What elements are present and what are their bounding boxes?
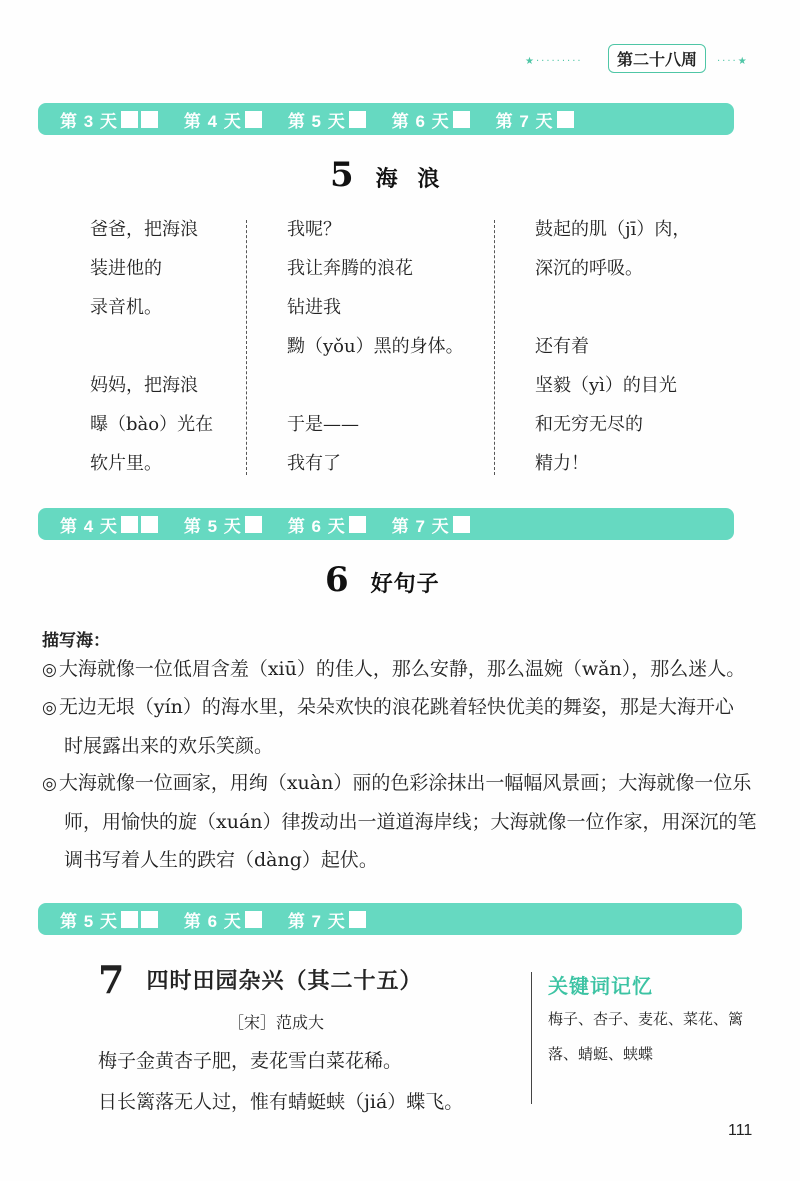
section-number: 6 — [325, 560, 349, 600]
day-label: 第 4 天 — [60, 516, 118, 536]
check-box[interactable] — [349, 111, 366, 128]
sentence-line: 无边无垠（yín）的海水里，朵朵欢快的浪花跳着轻快优美的舞姿，那是大海开心 — [58, 696, 734, 718]
poem-line: 深沉的呼吸。 — [535, 258, 643, 279]
poem-line: 曝（bào）光在 — [90, 414, 214, 435]
poem-line: 钻进我 — [287, 297, 341, 318]
day-item — [184, 107, 262, 132]
sentence-paragraph-2 — [42, 688, 762, 765]
check-box[interactable] — [245, 516, 262, 533]
poem-line: 录音机。 — [90, 297, 162, 318]
sentence-paragraph-1 — [42, 650, 762, 689]
poem-line — [535, 288, 690, 327]
day-label: 第 4 天 — [183, 111, 242, 131]
check-box[interactable] — [121, 911, 138, 928]
day-label: 第 3 天 — [60, 111, 118, 131]
sentence-line: 时展露出来的欢乐笑颜。 — [64, 735, 274, 757]
keywords-title: 关键词记忆 — [548, 974, 653, 998]
column-divider — [246, 220, 247, 475]
column-divider — [494, 220, 495, 475]
sentence-paragraph-3 — [42, 764, 762, 879]
bullet-mark-icon: ◎ — [42, 774, 57, 794]
poem-column-1 — [90, 210, 213, 483]
poem-line: 精力！ — [535, 453, 589, 474]
poem-column-3 — [535, 210, 690, 483]
day-label: 第 6 天 — [183, 911, 242, 931]
poem-line: 爸爸，把海浪 — [90, 219, 198, 240]
day-item — [496, 107, 574, 132]
day-item — [392, 512, 470, 537]
check-box[interactable] — [349, 911, 366, 928]
week-label: 第二十八周 — [608, 44, 706, 73]
day-label: 第 5 天 — [287, 111, 346, 131]
poem-line: 和无穷无尽的 — [535, 414, 643, 435]
poem-line: 黝（yǒu）黑的身体。 — [287, 336, 464, 357]
section-title-text: 好句子 — [370, 571, 440, 597]
day-item — [60, 512, 158, 537]
check-box[interactable] — [557, 111, 574, 128]
section-7-title — [98, 957, 422, 1002]
day-item — [184, 512, 262, 537]
poem-line: 装进他的 — [90, 258, 162, 279]
section-subtitle: 描写海： — [42, 631, 110, 651]
poem-line: 鼓起的肌（jī）肉， — [535, 219, 691, 240]
star-dots-left: ★········· — [525, 56, 583, 67]
day-label: 第 7 天 — [287, 911, 346, 931]
sentence-line: 大海就像一位低眉含羞（xiū）的佳人，那么安静，那么温婉（wǎn），那么迷人。 — [58, 658, 746, 680]
day-label: 第 7 天 — [495, 111, 554, 131]
poem-line: 于是—— — [287, 414, 359, 435]
poem-line: 还有着 — [535, 336, 589, 357]
section-title-text: 海 浪 — [375, 166, 446, 192]
day-label: 第 5 天 — [183, 516, 242, 536]
day-item — [60, 107, 158, 132]
poem-line: 软片里。 — [90, 453, 162, 474]
week-header — [525, 40, 765, 74]
section-number: 5 — [330, 155, 354, 195]
page-number: 111 — [728, 1122, 753, 1139]
day-progress-bar-3 — [38, 903, 742, 935]
poem-line — [90, 327, 213, 366]
day-label: 第 6 天 — [287, 516, 346, 536]
day-item — [288, 512, 366, 537]
check-box[interactable] — [141, 111, 158, 128]
poem-line: 我让奔腾的浪花 — [287, 258, 413, 279]
check-box[interactable] — [121, 111, 138, 128]
keywords-text: 梅子、杏子、麦花、菜花、篱落、蜻蜓、蛱蝶 — [548, 1010, 744, 1063]
star-dots-right: ····★ — [717, 56, 749, 67]
sentence-line: 师，用愉快的旋（xuán）律拨动出一道道海岸线；大海就像一位作家，用深沉的笔 — [64, 811, 757, 833]
bullet-mark-icon: ◎ — [42, 660, 57, 680]
day-progress-bar-1 — [38, 103, 734, 135]
section-number: 7 — [98, 957, 125, 1002]
sentence-line: 大海就像一位画家，用绚（xuàn）丽的色彩涂抹出一幅幅风景画；大海就像一位乐 — [58, 772, 752, 794]
poem-line-2: 日长篱落无人过，惟有蜻蜓蛱（jiá）蝶飞。 — [98, 1091, 464, 1113]
day-item — [288, 107, 366, 132]
day-item — [392, 107, 470, 132]
poem-line: 妈妈，把海浪 — [90, 375, 198, 396]
day-label: 第 6 天 — [391, 111, 450, 131]
day-label: 第 7 天 — [391, 516, 450, 536]
check-box[interactable] — [141, 516, 158, 533]
poem-column-2 — [287, 210, 464, 483]
day-progress-bar-2 — [38, 508, 734, 540]
check-box[interactable] — [349, 516, 366, 533]
section-6-title — [325, 560, 440, 600]
keyword-divider — [531, 972, 532, 1104]
poem-line-1: 梅子金黄杏子肥，麦花雪白菜花稀。 — [98, 1050, 403, 1072]
section-title-text: 四时田园杂兴（其二十五） — [146, 968, 423, 994]
bullet-mark-icon: ◎ — [42, 698, 57, 718]
check-box[interactable] — [121, 516, 138, 533]
day-item — [288, 907, 366, 932]
day-item — [60, 907, 158, 932]
check-box[interactable] — [245, 111, 262, 128]
poem-line: 我呢？ — [287, 219, 341, 240]
check-box[interactable] — [453, 516, 470, 533]
check-box[interactable] — [453, 111, 470, 128]
poem-line: 坚毅（yì）的目光 — [535, 375, 677, 396]
poem-author: ［宋］范成大 — [228, 1013, 325, 1032]
day-item — [184, 907, 262, 932]
poem-line: 我有了 — [287, 453, 341, 474]
poem-line — [287, 366, 464, 405]
check-box[interactable] — [141, 911, 158, 928]
check-box[interactable] — [245, 911, 262, 928]
day-label: 第 5 天 — [60, 911, 118, 931]
sentence-line: 调书写着人生的跌宕（dàng）起伏。 — [64, 849, 378, 871]
section-5-title — [330, 155, 445, 195]
